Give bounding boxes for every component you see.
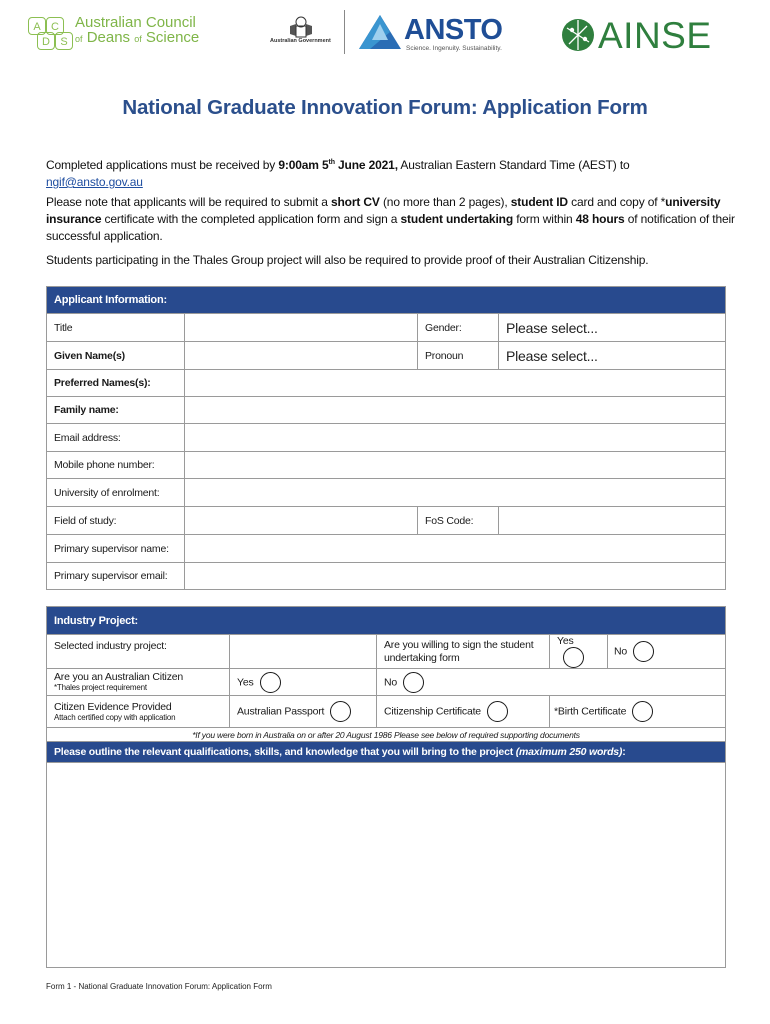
preferred-name-field[interactable] — [185, 370, 726, 397]
university-field[interactable] — [185, 479, 726, 507]
page-footer: Form 1 - National Graduate Innovation Forum: Application Form — [46, 982, 272, 991]
birth-cert-radio[interactable] — [632, 701, 653, 722]
undertaking-label: Are you willing to sign the student undertaking form — [377, 635, 550, 669]
undertaking-yes-radio[interactable] — [563, 647, 584, 668]
mobile-label: Mobile phone number: — [47, 452, 185, 479]
given-name-label: Given Name(s) — [47, 342, 185, 370]
ansto-triangle-icon — [358, 14, 402, 50]
citizenship-cert-radio[interactable] — [487, 701, 508, 722]
email-field[interactable] — [185, 424, 726, 452]
requirements-paragraph: Please note that applicants will be required to submit a short CV (no more than 2 pages), student ID card and copy of *university insurance certificate with the completed application form and sign a student undertaking form within 48 hours of notification of their successful application. — [46, 195, 735, 243]
fos-code-label: FoS Code: — [418, 507, 499, 535]
gender-select[interactable]: Please select... — [499, 314, 726, 342]
industry-header: Industry Project: — [47, 607, 726, 635]
citizen-yes-radio[interactable] — [260, 672, 281, 693]
passport-option[interactable]: Australian Passport — [230, 696, 377, 728]
outline-textarea[interactable] — [47, 763, 726, 968]
ainse-logo-name: AINSE — [598, 15, 712, 56]
birth-note: *If you were born in Australia on or after 20 August 1986 Please see below of required supporting documents — [47, 728, 726, 742]
selected-project-field[interactable] — [230, 635, 377, 669]
citizenship-paragraph: Students participating in the Thales Group project will also be required to provide proof of their Australian Citizenship. — [46, 253, 649, 267]
undertaking-no-option[interactable]: No — [608, 635, 726, 669]
preferred-name-label: Preferred Names(s): — [47, 370, 185, 397]
supervisor-name-field[interactable] — [185, 535, 726, 563]
supervisor-email-label: Primary supervisor email: — [47, 563, 185, 590]
ainse-globe-icon — [561, 18, 595, 52]
acds-logo-letter: D — [37, 32, 55, 50]
divider — [344, 10, 345, 54]
title-label: Title — [47, 314, 185, 342]
gender-label: Gender: — [418, 314, 499, 342]
mobile-field[interactable] — [185, 452, 726, 479]
deadline-paragraph: Completed applications must be received by 9:00am 5th June 2021, Australian Eastern Standard Time (AEST) to ngif@ansto.gov.au — [46, 158, 630, 189]
citizen-yes-option[interactable]: Yes — [230, 669, 377, 696]
citizenship-cert-option[interactable]: Citizenship Certificate — [377, 696, 550, 728]
selected-project-label: Selected industry project: — [47, 635, 230, 669]
field-of-study-label: Field of study: — [47, 507, 185, 535]
ansto-logo-name: ANSTO — [404, 14, 503, 46]
acds-logo-letter: S — [55, 32, 73, 50]
undertaking-yes-option[interactable]: Yes — [550, 635, 608, 669]
outline-header: Please outline the relevant qualifications, skills, and knowledge that you will bring to the project (maximum 250 words): — [47, 742, 726, 763]
supervisor-email-field[interactable] — [185, 563, 726, 590]
acds-logo-letter: C — [46, 17, 64, 35]
supervisor-name-label: Primary supervisor name: — [47, 535, 185, 563]
field-of-study-field[interactable] — [185, 507, 418, 535]
email-link[interactable]: ngif@ansto.gov.au — [46, 175, 143, 189]
given-name-field[interactable] — [185, 342, 418, 370]
pronoun-label: Pronoun — [418, 342, 499, 370]
applicant-table — [46, 286, 726, 590]
birth-cert-option[interactable]: *Birth Certificate — [550, 696, 726, 728]
applicant-header: Applicant Information: — [47, 287, 726, 314]
evidence-label: Citizen Evidence Provided Attach certified copy with application — [47, 696, 230, 728]
university-label: University of enrolment: — [47, 479, 185, 507]
pronoun-select[interactable]: Please select... — [499, 342, 726, 370]
page-title: National Graduate Innovation Forum: Application Form — [122, 96, 648, 119]
passport-radio[interactable] — [330, 701, 351, 722]
fos-code-field[interactable] — [499, 507, 726, 535]
undertaking-no-radio[interactable] — [633, 641, 654, 662]
citizen-label: Are you an Australian Citizen *Thales project requirement — [47, 669, 230, 696]
acds-logo-letter: A — [28, 17, 46, 35]
gov-logo-text: Australian Government — [270, 38, 331, 44]
citizen-no-option[interactable]: No — [377, 669, 726, 696]
ansto-tagline: Science. Ingenuity. Sustainability. — [406, 45, 502, 52]
title-field[interactable] — [185, 314, 418, 342]
industry-table — [46, 606, 726, 968]
acds-logo-name: Australian Council of Deans of Science — [75, 14, 200, 46]
citizen-no-radio[interactable] — [403, 672, 424, 693]
email-label: Email address: — [47, 424, 185, 452]
family-name-field[interactable] — [185, 397, 726, 424]
family-name-label: Family name: — [47, 397, 185, 424]
logo-banner — [0, 0, 770, 70]
